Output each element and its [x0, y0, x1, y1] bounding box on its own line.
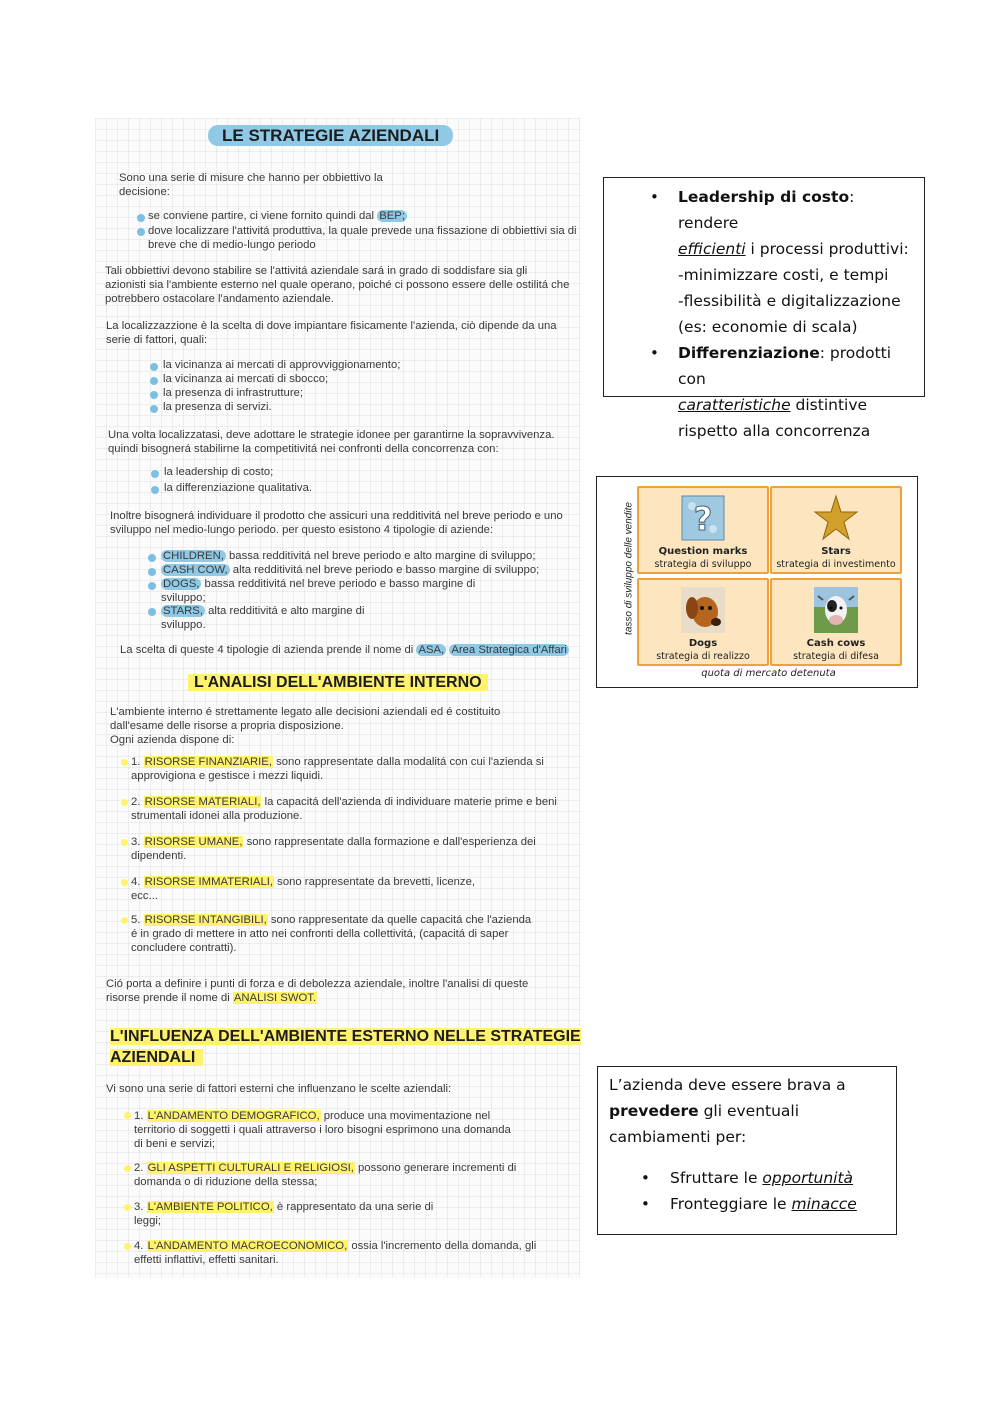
question-puzzle-icon: [680, 494, 726, 542]
cell-title: Stars: [821, 546, 851, 557]
bullet-dot: [150, 405, 158, 413]
bcg-cell-cash-cows: [770, 578, 902, 666]
bullet-dot: [137, 228, 145, 236]
bullet-dot: [121, 917, 128, 924]
cell-title: Cash cows: [806, 638, 866, 649]
list-item: • Differenziazione: prodotti con caratteristiche distintive rispetto alla concorrenza: [650, 344, 892, 440]
bullet-dot: [148, 582, 156, 590]
bullet-dot: [151, 470, 159, 478]
list-item: ecc...: [131, 890, 158, 902]
list-item: 4. RISORSE IMMATERIALI, sono rappresentate da brevetti, licenze,: [131, 876, 475, 888]
list-item: breve che di medio-lungo periodo: [148, 239, 316, 251]
paragraph-line: Inoltre bisognerá individuare il prodotto che assicuri una redditivitá nel breve periodo e uno: [110, 510, 563, 522]
bullet-dot: [124, 1204, 131, 1211]
list-item: 3. L'AMBIENTE POLITICO, è rappresentato da una serie di: [134, 1201, 434, 1213]
bullet-dot: [121, 799, 128, 806]
cell-subtitle: strategia di investimento: [776, 559, 896, 570]
cell-title: Question marks: [658, 546, 748, 557]
bullet-dot: [150, 363, 158, 371]
bullet-dot: [148, 608, 156, 616]
list-item: la differenziazione qualitativa.: [164, 482, 313, 494]
cell-subtitle: strategia di difesa: [793, 651, 879, 662]
bullet-dot: [121, 759, 128, 766]
bullet-dot: [121, 879, 128, 886]
list-item: 1. RISORSE FINANZIARIE, sono rappresentate dalla modalitá con cui l'azienda si: [131, 756, 544, 768]
paragraph-line: potrebbero ostacolare l'andamento aziendale.: [105, 293, 334, 305]
list-item: approvigiona e gestisce i mezzi liquidi.: [131, 770, 324, 782]
bullet-dot: [124, 1112, 131, 1119]
list-item: la presenza di servizi.: [163, 401, 272, 413]
paragraph-line: Tali obbiettivi devono stabilire se l'attivitá aziendale sará in grado di soddisfare sia gli: [105, 265, 528, 277]
bullet-dot: [150, 377, 158, 385]
list-item: la vicinanza ai mercati di approvviggionamento;: [163, 359, 401, 371]
box-line: L’azienda deve essere brava a: [609, 1076, 846, 1094]
bullet-dot: [124, 1165, 131, 1172]
paragraph-line: risorse prende il nome di ANALISI SWOT.: [106, 992, 317, 1004]
list-item: sviluppo;: [161, 592, 206, 604]
list-item: dove localizzare l'attivitá produttiva, la quale prevede una fissazione di obbiettivi sia di: [148, 225, 577, 237]
bullet-dot: [148, 554, 156, 562]
environment-box: [597, 1066, 897, 1235]
list-item: STARS, alta redditivitá e alto margine di: [163, 605, 365, 617]
strategie-title: LE STRATEGIE AZIENDALI: [208, 126, 453, 146]
cell-subtitle: strategia di sviluppo: [654, 559, 752, 570]
list-item: 1. L'ANDAMENTO DEMOGRAFICO, produce una movimentazione nel: [134, 1110, 491, 1122]
intro-line: Sono una serie di misure che hanno per obbiettivo la: [119, 172, 383, 184]
list-item: CHILDREN, bassa redditivitá nel breve periodo e alto margine di sviluppo;: [163, 550, 536, 562]
list-item: 2. RISORSE MATERIALI, la capacitá dell'azienda di individuare materie prime e beni: [131, 796, 557, 808]
list-item: concludere contratti).: [131, 942, 237, 954]
list-item: 5. RISORSE INTANGIBILI, sono rappresentate da quelle capacitá che l'azienda: [131, 914, 532, 926]
paragraph-line: Una volta localizzatasi, deve adottare le strategie idonee per garantirne la sopravvivenza.: [108, 429, 555, 441]
paragraph-line: Vi sono una serie di fattori esterni che influenzano le scelte aziendali:: [106, 1083, 452, 1095]
x-axis-label: quota di mercato detenuta: [701, 668, 836, 679]
list-item: la presenza di infrastrutture;: [163, 387, 304, 399]
cow-icon: [813, 586, 859, 634]
list-item: 3. RISORSE UMANE, sono rappresentate dalla formazione e dall'esperienza dei: [131, 836, 536, 848]
list-item: 4. L'ANDAMENTO MACROECONOMICO, ossia l'incremento della domanda, gli: [134, 1240, 537, 1252]
list-item: DOGS, bassa redditivitá nel breve periodo e basso margine di: [163, 578, 476, 590]
list-item: leggi;: [134, 1215, 162, 1227]
list-item: dipendenti.: [131, 850, 187, 862]
cell-title: Dogs: [688, 638, 718, 649]
list-item: effetti inflattivi, effetti sanitari.: [134, 1254, 279, 1266]
paragraph-line: azionisti sia l'ambiente esterno nel quale operano, poiché ci possono essere delle ostilitá che: [105, 279, 570, 291]
box-line: prevedere gli eventuali: [609, 1102, 800, 1120]
list-item: se conviene partire, ci viene fornito quindi dal BEP;: [148, 210, 405, 222]
bullet-dot: [137, 214, 145, 222]
list-item: • Sfruttare le opportunità: [641, 1169, 854, 1187]
star-icon: [813, 494, 859, 542]
bullet-dot: [150, 391, 158, 399]
paragraph-line: serie di fattori, quali:: [106, 334, 208, 346]
strategy-box: [603, 177, 925, 440]
paragraph-line: Ogni azienda dispone di:: [110, 734, 235, 746]
paragraph-line: quindi bisognerá stabilirne la competitivitá nei confronti della concorrenza con:: [108, 443, 499, 455]
list-item: territorio di soggetti i quali attraverso i loro bisogni esprimono una domanda: [134, 1124, 511, 1136]
bullet-dot: [124, 1243, 131, 1250]
y-axis-label: tasso di sviluppo delle vendite: [623, 502, 635, 635]
paragraph-line: dall'esame delle risorse a propria disposizione.: [110, 720, 344, 732]
dog-icon: [680, 586, 726, 634]
list-item: • Leadership di costo: rendere efficienti i processi produttivi: -minimizzare costi, e tempi -flessibilità e digitalizzazione (es: economie di scala): [650, 188, 909, 336]
bullet-dot: [121, 839, 128, 846]
cell-subtitle: strategia di realizzo: [656, 651, 750, 662]
bcg-cell-stars: [770, 486, 902, 574]
list-item: CASH COW, alta redditivitá nel breve periodo e basso margine di sviluppo;: [163, 564, 540, 576]
paragraph-line: La localizzazzione è la scelta di dove impiantare fisicamente l'azienda, ciò dipende da una: [106, 320, 557, 332]
list-item: sviluppo.: [161, 619, 206, 631]
interno-title: L'ANALISI DELL'AMBIENTE INTERNO: [188, 674, 488, 692]
box-line: cambiamenti per:: [609, 1128, 747, 1146]
esterno-title: L'INFLUENZA DELL'AMBIENTE ESTERNO NELLE STRATEGIE AZIENDALI: [110, 1028, 581, 1066]
bcg-cell-question-marks: [637, 486, 769, 574]
paragraph-line: L'ambiente interno é strettamente legato alle decisioni aziendali ed é costituito: [110, 706, 501, 718]
bullet-dot: [151, 486, 159, 494]
svg-text:?: ?: [693, 500, 713, 538]
list-item: • Fronteggiare le minacce: [641, 1195, 857, 1213]
list-item: é in grado di mettere in atto nei confronti della collettivitá, (capacitá di saper: [131, 928, 509, 940]
bcg-cell-dogs: [637, 578, 769, 666]
paragraph-line: Ció porta a definire i punti di forza e di debolezza aziendale, inoltre l'analisi di queste: [106, 978, 529, 990]
list-item: la leadership di costo;: [164, 466, 274, 478]
list-item: di beni e servizi;: [134, 1138, 215, 1150]
list-item: 2. GLI ASPETTI CULTURALI E RELIGIOSI, possono generare incrementi di: [134, 1162, 517, 1174]
intro-line: decisione:: [119, 186, 170, 198]
list-item: la vicinanza ai mercati di sbocco;: [163, 373, 329, 385]
list-item: strumentali idonei alla produzione.: [131, 810, 303, 822]
bcg-matrix: [596, 476, 918, 688]
list-item: domanda o di riduzione della stessa;: [134, 1176, 318, 1188]
paragraph-line: La scelta di queste 4 tipologie di azienda prende il nome di ASA, Area Strategica d'Affari: [120, 644, 567, 656]
paragraph-line: sviluppo nel medio-lungo periodo. per questo esistono 4 tipologie di aziende:: [110, 524, 494, 536]
bullet-dot: [148, 568, 156, 576]
